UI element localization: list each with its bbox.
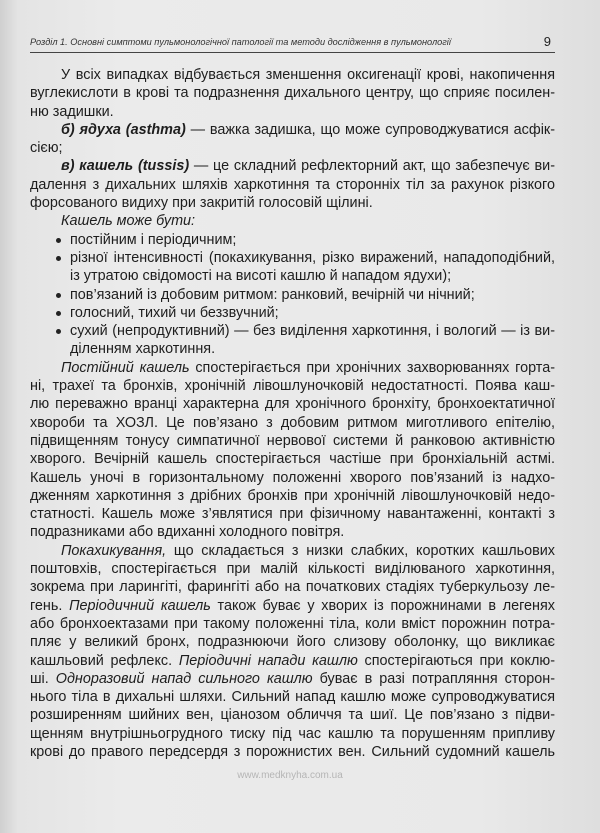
text-line — [30, 652, 555, 670]
text-run: лю переважно вранці характерна для хронічного бронхіту, бронхоектатичної — [30, 396, 555, 413]
text-line — [70, 267, 555, 285]
text-run: пов’язаний із добовим ритмом: ранковий, вечірній чи нічний; — [70, 286, 475, 303]
text-run: щенням внутрішньогрудного тиску під час кашлю та порушенням припливу — [30, 725, 555, 742]
bullet-item — [30, 286, 555, 304]
text-line — [30, 377, 555, 395]
text-line — [30, 743, 555, 761]
text-line — [30, 670, 555, 688]
text-line — [70, 340, 555, 358]
text-run: хвороби та ХОЗЛ. Це пов’язано з добовим ритмом миготливого епітелію, — [30, 414, 555, 431]
text-run: голосний, тихий чи беззвучний; — [70, 304, 279, 321]
text-run: — важка задишка, що може супроводжуватися асфік- — [185, 121, 555, 138]
text-line — [70, 304, 555, 322]
text-line — [30, 139, 555, 157]
text-line — [30, 212, 555, 230]
text-line — [30, 432, 555, 450]
text-run: У всіх випадках відбувається зменшення оксигенації крові, накопичення — [61, 67, 555, 83]
text-run: кашльовий рефлекс. — [30, 652, 179, 669]
text-line — [30, 688, 555, 706]
text-run: із утратою свідомості на висоті кашлю й нападом ядухи); — [70, 268, 452, 285]
bold-term: в) кашель (tussis) — [61, 158, 190, 175]
text-line — [30, 487, 555, 505]
bullet-item — [30, 322, 555, 359]
italic-term: Періодичні напади кашлю — [178, 652, 358, 669]
text-run: Кашель уночі в горизонтальному положенні хворого пов’язаний із надхо- — [30, 469, 555, 486]
italic-term: Покахикування, — [61, 542, 167, 559]
paragraph — [30, 157, 555, 212]
text-run: поштовхів, спостерігається при малій кількості виділюваного харкотиння, — [30, 561, 555, 578]
text-line — [30, 103, 555, 121]
text-line — [70, 322, 555, 340]
paragraph — [30, 359, 555, 542]
text-run: спостерігається при хронічних захворюваннях горта- — [189, 359, 555, 376]
text-run: розширенням шийних вен, ціанозом обличчя та шиї. Це пов’язано з підви- — [30, 707, 555, 724]
text-line — [30, 176, 555, 194]
text-line — [30, 395, 555, 413]
text-run: далення з дихальних шляхів харкотиння та сторонніх тіл за рахунок різкого — [30, 176, 555, 193]
text-run: гень. — [30, 597, 70, 614]
watermark: www.medknyha.com.ua — [237, 770, 343, 781]
text-line — [30, 414, 555, 432]
italic-term: Кашель може бути: — [61, 213, 196, 230]
text-run: статності. Кашель може з’являтися при фізичному навантаженні, контакті з — [30, 506, 555, 523]
text-run: нього тіла в дихальні шляхи. Сильний напад кашлю може супроводжуватися — [30, 689, 555, 706]
page-body-text — [30, 66, 555, 761]
bullet-icon — [56, 238, 61, 243]
page-number: 9 — [543, 34, 551, 49]
bullet-icon — [56, 293, 61, 298]
chapter-title: Розділ 1. Основні симптоми пульмонологічної патології та методи дослідження в пульмонології — [30, 37, 451, 47]
text-line — [70, 249, 555, 267]
text-run: хворого. Вечірній кашель спостерігається частіше при бронхіальній астмі. — [30, 451, 555, 468]
text-run: — це складний рефлекторний акт, що забезпечує ви- — [189, 158, 555, 175]
text-line — [30, 469, 555, 487]
text-line — [70, 286, 555, 304]
text-run: що складається з низки слабких, коротких кашльових — [166, 542, 555, 559]
text-line — [30, 505, 555, 523]
bullet-item — [30, 249, 555, 286]
text-line — [30, 578, 555, 596]
text-run: також буває у хворих із порожнинами в легенях — [210, 597, 555, 614]
text-line — [70, 231, 555, 249]
text-line — [30, 157, 555, 175]
text-line — [30, 523, 555, 541]
text-run: постійним і періодичним; — [70, 231, 237, 248]
text-line — [30, 542, 555, 560]
text-line — [30, 725, 555, 743]
text-run: пляє у великий бронх, подразнюючи його слизову оболонку, що викликає — [30, 634, 555, 651]
text-line — [30, 66, 555, 84]
text-run: вуглекислоти в крові та подразнення дихального центру, що сприяє посилен- — [30, 85, 555, 102]
text-run: ші. — [30, 670, 56, 687]
paragraph — [30, 121, 555, 158]
text-line — [30, 597, 555, 615]
text-run: крові до правого передсердя з порожнистих вен. Сильний судомний кашель — [30, 743, 555, 760]
text-line — [30, 706, 555, 724]
text-line — [30, 121, 555, 139]
paragraph — [30, 66, 555, 121]
paragraph — [30, 542, 555, 762]
bullet-icon — [56, 329, 61, 334]
running-header — [30, 36, 555, 53]
bullet-icon — [56, 256, 61, 261]
text-run: сією; — [30, 140, 63, 157]
text-run: ню задишки. — [30, 103, 114, 120]
text-run: дженням харкотиння з дрібних бронхів при хронічній лівошлуночковій недо- — [30, 487, 555, 504]
italic-term: Постійний кашель — [61, 359, 190, 376]
text-line — [30, 560, 555, 578]
text-run: спостерігаються при коклю- — [357, 652, 555, 669]
text-run: підвищенням тонусу симпатичної нервової системи й ранковою активністю — [30, 432, 555, 449]
bullet-item — [30, 231, 555, 249]
text-run: форсованого видиху при закритій голосовій щілині. — [30, 195, 373, 212]
bold-term: б) ядуха (asthma) — [61, 121, 186, 138]
bullet-icon — [56, 311, 61, 316]
text-run: сухий (непродуктивний) — без виділення харкотиння, і вологий — із ви- — [70, 323, 555, 340]
text-line — [30, 84, 555, 102]
text-line — [30, 194, 555, 212]
text-run: різної інтенсивності (покахикування, різко виражений, нападоподібний, — [70, 249, 555, 266]
text-line — [30, 359, 555, 377]
italic-term: Періодичний кашель — [69, 597, 211, 614]
text-line — [30, 633, 555, 651]
text-run: буває в разі потрапляння сторон- — [312, 670, 555, 687]
bullet-item — [30, 304, 555, 322]
italic-term: Одноразовий напад сильного кашлю — [55, 670, 313, 687]
text-run: або бронхоектазами при такому положенні тіла, коли вміст порожнин потра- — [30, 615, 555, 632]
text-run: ні, трахеї та бронхів, хронічній лівошлуночковій недостатності. Поява каш- — [30, 378, 555, 395]
text-run: діленням харкотиння. — [70, 341, 216, 358]
text-run: подразниками або вдиханні холодного повітря. — [30, 524, 345, 541]
text-run: зокрема при ларингіті, фарингіті або на початкових стадіях туберкульозу ле- — [30, 579, 555, 596]
paragraph — [30, 212, 555, 230]
text-line — [30, 450, 555, 468]
text-line — [30, 615, 555, 633]
